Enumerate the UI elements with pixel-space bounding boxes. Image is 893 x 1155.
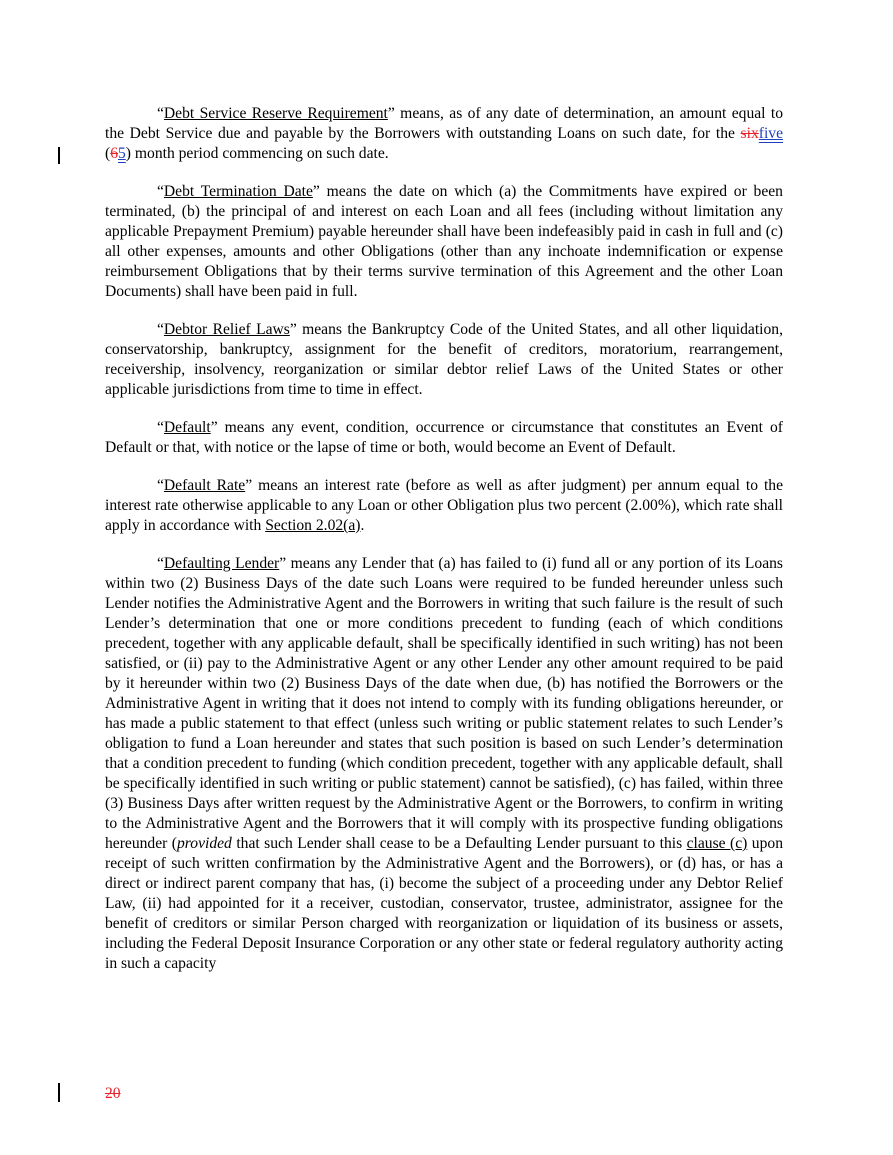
definition-text: ” means any Lender that (a) has failed to (i) fund all or any portion of its Loans within two (2) Business Days of the date such Loans were required to be funded hereunder unless such Lender notifies the Administrative Agent and the Borrowers in writing that such failure is the result of such Lender’s determination that one or more conditions precedent to funding (each of which conditions precedent, together with any applicable default, shall be specifically identified in such writing) has not been satisfied, or (ii) pay to the Administrative Agent or any other Lender any other amount required to be paid by it hereunder within two (2) Business Days of the date when due, (b) has notified the Borrowers or the Administrative Agent in writing that it does not intend to comply with its funding obligations hereunder, or has made a public statement to that effect (unless such writing or public statement relates to such Lender’s obligation to fund a Loan hereunder and states that such position is based on such Lender’s determination that a condition precedent to funding (which condition precedent, together with any applicable default, shall be specifically identified in such writing or public statement) cannot be satisfied), (c) has failed, within three (3) Business Days after written request by the Administrative Agent or the Borrowers, to confirm in writing to the Administrative Agent and the Borrowers that it will comply with its prospective funding obligations hereunder ( (105, 555, 783, 852)
open-quote: “ (157, 183, 164, 200)
definition-debtor-relief-laws (105, 320, 783, 400)
definition-text: ) month period commencing on such date. (125, 145, 389, 162)
defined-term: Defaulting Lender (163, 555, 280, 572)
definition-text: ” means any event, condition, occurrence or circumstance that constitutes an Event of Default or that, with notice or the lapse of time or both, would become an Event of Default. (105, 419, 783, 456)
definition-defaulting-lender (105, 554, 783, 974)
definition-default (105, 418, 783, 458)
definition-text: ( (105, 145, 111, 162)
definition-text: ” means an interest rate (before as well as after judgment) per annum equal to the interest rate otherwise applicable to any Loan or other Obligation plus two percent (2.00%), which rate shall apply in accordance with (105, 477, 783, 534)
tracked-deletion: six (740, 125, 759, 142)
tracked-insertion: 5 (118, 145, 126, 162)
definition-text: . (360, 517, 365, 534)
italic-term: provided (177, 835, 232, 852)
change-bar-top (58, 147, 60, 164)
definition-text: ” means, as of any date of determination, an amount equal to the Debt Service due and payable by the Borrowers with outstanding Loans on such date, for the (105, 105, 784, 142)
defined-term: Default (163, 419, 211, 436)
definition-debt-termination-date (105, 182, 783, 302)
clause-reference: clause (c) (686, 835, 748, 852)
defined-term: Debt Termination Date (163, 183, 313, 200)
change-bar-bottom (58, 1083, 60, 1102)
definition-text: ” means the Bankruptcy Code of the United States, and all other liquidation, conservatorship, bankruptcy, assignment for the benefit of creditors, moratorium, rearrangement, receivership, insolvency, reorganization or similar debtor relief Laws of the United States or other applicable jurisdictions from time to time in effect. (105, 321, 783, 398)
open-quote: “ (157, 419, 164, 436)
page-number: 20 (105, 1085, 121, 1102)
definition-text: that such Lender shall cease to be a Defaulting Lender pursuant to this (231, 835, 687, 852)
defined-term: Default Rate (163, 477, 246, 494)
open-quote: “ (157, 105, 164, 122)
tracked-insertion: five (758, 125, 783, 142)
document-body (105, 104, 783, 992)
definition-text: upon receipt of such written confirmation by the Administrative Agent and the Borrowers), or (d) has, or has a direct or indirect parent company that has, (i) become the subject of a proceeding under any Debtor Relief Law, (ii) had appointed for it a receiver, custodian, conservator, trustee, administrator, assignee for the benefit of creditors or similar Person charged with reorganization or liquidation of its business or assets, including the Federal Deposit Insurance Corporation or any other state or federal regulatory authority acting in such a capacity (105, 835, 783, 972)
definition-default-rate (105, 476, 783, 536)
tracked-deletion: 6 (110, 145, 118, 162)
defined-term: Debtor Relief Laws (163, 321, 290, 338)
open-quote: “ (157, 555, 164, 572)
defined-term: Debt Service Reserve Requirement (163, 105, 388, 122)
open-quote: “ (157, 477, 164, 494)
open-quote: “ (157, 321, 164, 338)
section-reference: Section 2.02(a) (265, 517, 361, 534)
definition-text: ” means the date on which (a) the Commitments have expired or been terminated, (b) the principal of and interest on each Loan and all fees (including without limitation any applicable Prepayment Premium) payable hereunder shall have been indefeasibly paid in cash in full and (c) all other expenses, amounts and other Obligations (other than any inchoate indemnification or expense reimbursement Obligations that by their terms survive termination of this Agreement and the other Loan Documents) shall have been paid in full. (105, 183, 783, 300)
definition-debt-service-reserve-requirement (105, 104, 783, 164)
